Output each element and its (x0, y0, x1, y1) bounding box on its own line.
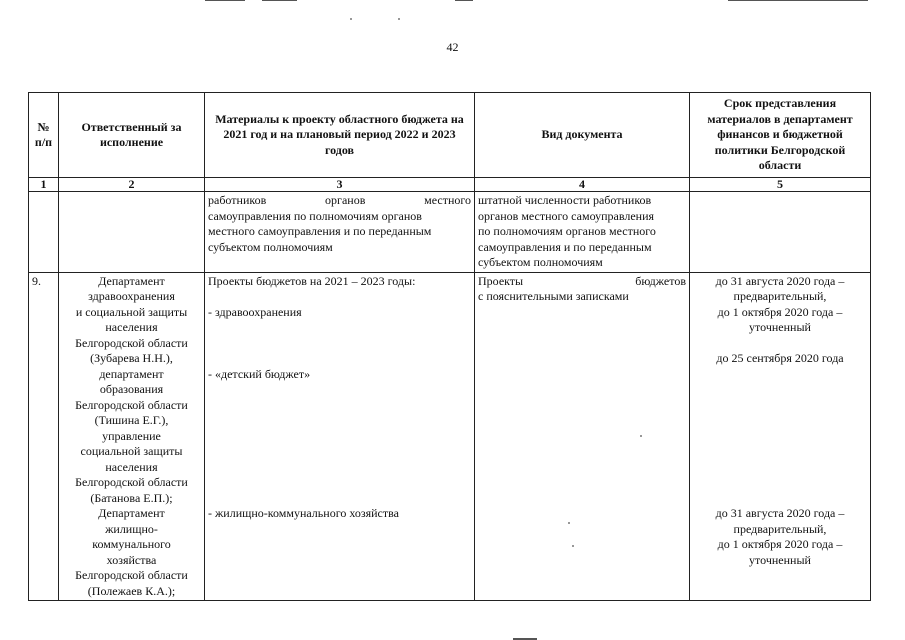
materials-cell (205, 192, 475, 273)
column-number: 2 (59, 178, 205, 192)
column-number: 1 (29, 178, 59, 192)
page-number: 42 (446, 40, 459, 54)
text-line: уточненный (749, 552, 811, 567)
deadline-cell (690, 192, 871, 273)
row-number-cell: 9. (29, 272, 59, 601)
doc-type-cell (475, 272, 690, 601)
text-line: управление (102, 428, 161, 443)
deadline-cell (690, 272, 871, 601)
doc-type-cell (475, 192, 690, 273)
table-row (29, 272, 871, 601)
header-doc-type: Вид документа (475, 93, 690, 178)
scan-artifact (728, 0, 868, 1)
text-line: штатной численности работников (478, 193, 652, 207)
text-line: субъектом полномочиям (478, 255, 603, 269)
text-line: здравоохранения (88, 289, 175, 303)
text-line: предварительный, (733, 289, 827, 303)
text-line: Белгородской области (75, 335, 188, 350)
text-line: - жилищно-коммунального хозяйства (208, 506, 399, 520)
column-number: 3 (205, 178, 475, 192)
text-line: органов местного самоуправления (478, 208, 655, 223)
text-line: жилищно- (105, 521, 158, 536)
text-line: до 31 августа 2020 года – (715, 506, 845, 520)
budget-materials-table (28, 92, 871, 601)
text-line: до 1 октября 2020 года – (717, 304, 843, 319)
text-line: социальной защиты (80, 444, 183, 458)
text-line: Белгородской области (75, 568, 188, 582)
scan-speck (398, 18, 400, 20)
column-number: 5 (690, 178, 871, 192)
column-number: 4 (475, 178, 690, 192)
text-line: департамент (99, 366, 164, 381)
scan-artifact (262, 0, 297, 1)
text-line: субъектом полномочиям (208, 239, 333, 254)
materials-cell (205, 272, 475, 601)
column-numbers-row (29, 178, 871, 192)
scan-artifact (455, 0, 473, 1)
text-line: Проекты бюджетов (478, 273, 686, 288)
text-line: Департамент (98, 273, 165, 288)
text-line: до 31 августа 2020 года – (715, 273, 845, 288)
text-line: - здравоохранения (208, 304, 302, 319)
table-row (29, 192, 871, 273)
scan-artifact (205, 0, 245, 1)
text-line: предварительный, (733, 521, 827, 536)
text-line: образования (99, 382, 164, 396)
responsible-cell (59, 272, 205, 601)
text-line: с пояснительными записками (478, 289, 629, 303)
text-line: населения (105, 459, 158, 474)
text-line: (Зубарева Н.Н.), (90, 351, 173, 365)
row-number-cell (29, 192, 59, 273)
header-responsible: Ответственный за исполнение (59, 93, 205, 178)
text-line: работников органов местного (208, 193, 471, 207)
text-line: самоуправления по полномочиям органов (208, 208, 422, 223)
text-line: уточненный (749, 320, 811, 334)
text-line: коммунального (92, 537, 171, 551)
text-line: по полномочиям органов местного (478, 224, 656, 238)
scan-speck (350, 18, 352, 20)
text-line: местного самоуправления и по переданным (208, 224, 432, 238)
text-line: Департамент (98, 506, 165, 520)
text-line: Белгородской области (75, 475, 188, 489)
text-line: (Тишина Е.Г.), (94, 413, 169, 427)
text-line: самоуправления и по переданным (478, 239, 652, 254)
header-row (29, 93, 871, 178)
header-number: № п/п (29, 93, 59, 178)
text-line: до 25 сентября 2020 года (716, 351, 844, 365)
text-line: хозяйства (106, 552, 157, 567)
text-line: населения (105, 320, 158, 334)
responsible-cell (59, 192, 205, 273)
text-line: Проекты бюджетов на 2021 – 2023 годы: (208, 273, 416, 288)
header-deadline: Срок представления материалов в департамент финансов и бюджетной политики Белгородской области (690, 93, 871, 178)
text-line: (Полежаев К.А.); (87, 583, 176, 598)
text-line: до 1 октября 2020 года – (717, 537, 843, 551)
text-line: и социальной защиты (75, 304, 188, 319)
text-line: Белгородской области (75, 397, 188, 412)
header-materials: Материалы к проекту областного бюджета на 2021 год и на плановый период 2022 и 2023 годов (205, 93, 475, 178)
text-line: - «детский бюджет» (208, 366, 311, 381)
text-line: (Батанова Е.П.); (90, 490, 173, 505)
